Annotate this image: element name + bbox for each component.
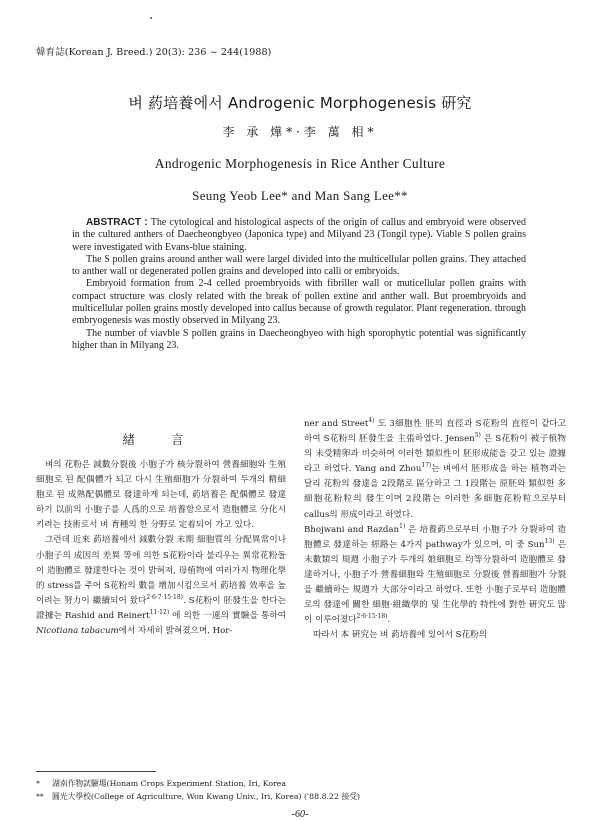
left-p2-text-c: 에 의한 一連의 實驗을 통하여 xyxy=(169,610,286,621)
right-paragraph-2 xyxy=(304,523,566,629)
scan-speck xyxy=(150,17,152,19)
citation-superscript: 1) xyxy=(399,522,406,530)
journal-citation: 韓育誌(Korean J. Breed.) 20(3): 236 ~ 244(1988) xyxy=(36,47,272,58)
abstract-paragraph-1 xyxy=(72,217,526,254)
abstract-paragraph-3: Embryoid formation from 2-4 celled proembryoids with fibriller wall or muticellular pollen grains with compact structure was closly related with the break of pollen extine and anther wall. But proembryoids and multicellular pollen grains mostly developed into callus because of growth regulator. Plant regeneration. through embryogenesis was mostly observed in Milyang 23. xyxy=(72,278,526,327)
right-p1-text-d: 는 벼에서 胚形成을 하는 植物과는 달리 花粉의 發達을 2段階로 區分하고 그 1段階는 原胚와 類似한 多細胞花粉粒의 發生이며 2段階는 이러한 多細胞花粉粒으로부터 callus의 形成이라고 하였다. xyxy=(304,464,566,520)
right-p2-text-c: 은 未數類의 規週 小胞子가 두개의 娘細胞로 均等分裂하여 造胞體로 發達하거나, 小胞子가 營養細胞와 生殖細胞로 分裂後 營養細胞가 分裂을 繼續하는 規週가 大部分이라고 하였다. 또한 小胞子로부터 造胞體로의 發達에 關한 細胞·組織學的 및 生化學的 特性에 對한 硏究도 많이 이루어졌다 xyxy=(304,539,567,626)
citation-superscript: 17) xyxy=(421,462,432,470)
footnotes xyxy=(36,777,566,803)
left-column xyxy=(36,458,286,639)
right-p2-text-d: . xyxy=(387,615,391,626)
title-english: Androgenic Morphogenesis in Rice Anther Culture xyxy=(154,156,446,171)
footnote-2 xyxy=(36,790,566,803)
citation-superscript: 4) xyxy=(368,417,375,425)
right-p1-text-a: ner and Street xyxy=(304,419,369,429)
right-p2-text-a: Bhojwani and Razdan xyxy=(304,524,400,535)
footnote-text: 圓光大學校(College of Agriculture, Won Kwang Univ., Iri, Korea) ('88.8.22 接受) xyxy=(52,792,361,801)
right-column xyxy=(304,417,566,643)
abstract-label: ABSTRACT : xyxy=(86,217,148,228)
species-name: Nicotiana tabacum xyxy=(36,626,119,637)
page-number: -60- xyxy=(291,809,309,820)
footnote-text: 湖南作物試驗場(Honam Crops Experiment Station, Iri, Korea xyxy=(52,779,287,788)
section-heading-introduction: 緖 言 xyxy=(122,432,200,447)
citation-superscript: 2·6·7·15·18) xyxy=(146,593,184,601)
citation-superscript: 2·6·15·18) xyxy=(356,613,388,621)
footnote-mark: ** xyxy=(36,792,44,801)
left-p2-text-b: . S花粉이 胚發生을 한다는 證據는 Rashid and Reinert xyxy=(36,595,287,621)
footnote-rule xyxy=(36,771,156,772)
right-p2-text-b: 은 培養葯으로부터 小胞子가 分裂하여 造胞體로 發達하는 經路는 4가지 pathway가 있으며, 이 중 Sun xyxy=(304,524,566,550)
left-paragraph-2 xyxy=(36,533,286,639)
left-p2-text-a: 그런데 近來 葯培養에서 減數分裂 末期 細胞質의 分配異常이나 小胞子의 成因의 差異 等에 의한 S花粉이라 불리우는 異常花粉들이 造胞體로 發達한다는 것이 밝혀져, 母植物에 여러가지 物理化學的 stress를 주어 S花粉의 數를 增加시킴으로서 葯培養 效率을 높이려는 努力이 繼續되어 왔다 xyxy=(36,535,286,606)
authors-korean: 李 承 燁*·李 萬 相* xyxy=(222,125,378,139)
citation-superscript: 13) xyxy=(544,537,555,545)
title-korean: 벼 葯培養에서 Androgenic Morphogenesis 硏究 xyxy=(128,94,472,112)
abstract xyxy=(72,217,526,352)
left-p2-text-d: 에서 자세히 밝혀졌으며, Hor- xyxy=(118,626,233,637)
right-paragraph-1 xyxy=(304,417,566,523)
right-paragraph-3: 따라서 本 硏究는 벼 葯培養에 있어서 S花粉의 xyxy=(313,630,488,641)
citation-superscript: 11·12) xyxy=(149,609,170,617)
footnote-mark: * xyxy=(36,779,40,788)
authors-english: Seung Yeob Lee* and Man Sang Lee** xyxy=(192,188,408,203)
right-p1-text-b: 도 3細胞性 胚의 直徑과 S花粉의 直徑이 같다고 하여 S花粉의 胚發生을 主張하였다. Jensen xyxy=(304,419,566,445)
left-paragraph-1: 벼의 花粉은 減數分裂後 小胞子가 核分裂하여 營養細胞와 生殖細胞로 된 配偶體가 되고 다시 生殖細胞가 分裂하여 두개의 精細胞로 된 成熟配偶體로 發達하게 되는데, 葯培養은 配偶體로 發達하기 以前의 小胞子를 人爲的으로 培養함으로서 造胞體로 分化시키려는 技術로서 벼 育種의 한 分野로 定着되어 가고 있다. xyxy=(36,460,286,531)
footnote-1 xyxy=(36,777,566,790)
right-p1-text-c: 은 S花粉이 被子植物의 未受精卵과 비슷하며 이러한 類似性이 胚形成能을 갖고 있는 證據라고 하였다. Yang and Zhou xyxy=(304,434,566,475)
abstract-paragraph-2: The S pollen grains around anther wall were largel divided into the multicellular pollen grains. They attached to anther wall or degenerated pollen grains and developed into calli or embryoids. xyxy=(72,253,526,278)
citation-superscript: 5) xyxy=(474,432,481,440)
abstract-text-1: The cytological and histological aspects of the origin of callus and embryoid were observed in the cultured anthers of Daecheongbyeo (Japonica type) and Milyand 23 (Tongil type). Viable S pollen grains were investigated with Evans-blue staining. xyxy=(72,217,526,253)
abstract-paragraph-4: The number of viavble S pollen grains in Daecheongbyeo with high sporophytic potential was significantly higher than in Milyang 23. xyxy=(72,327,526,351)
